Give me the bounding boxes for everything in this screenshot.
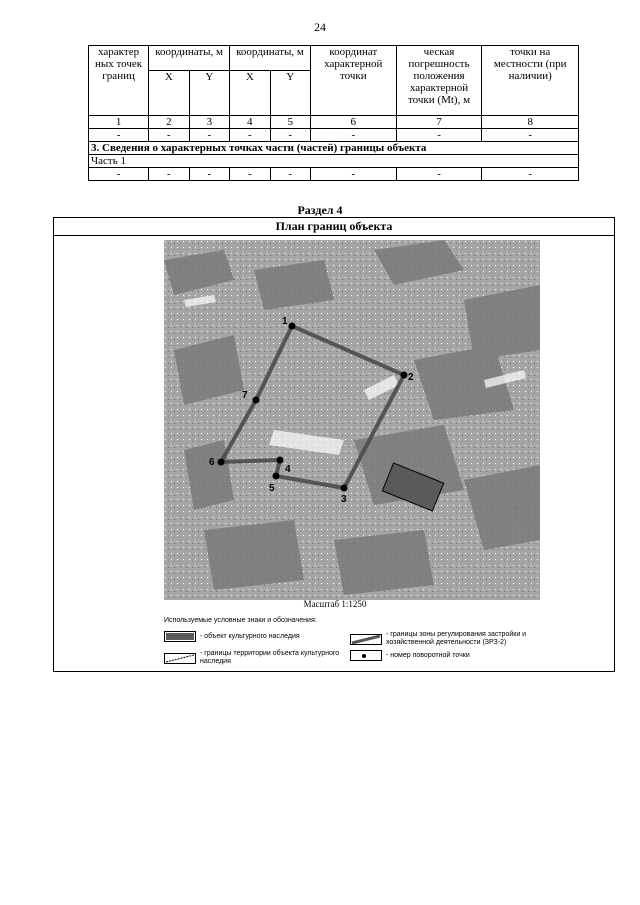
point-label: 1 <box>282 316 288 327</box>
table-cell: - <box>482 168 579 181</box>
header-cell: координаты, м <box>149 46 230 71</box>
point-label: 5 <box>269 483 275 494</box>
header-x: X <box>149 71 189 116</box>
point-label: 3 <box>341 494 347 505</box>
header-cell: ческая погрешность положения характерной точки (Mt), м <box>396 46 482 116</box>
point-label: 7 <box>242 390 248 401</box>
legend-item <box>350 631 536 647</box>
header-y: Y <box>270 71 310 116</box>
legend-item <box>350 650 470 661</box>
table-cell: - <box>89 129 149 142</box>
header-cell: координат характерной точки <box>310 46 396 116</box>
col-number: 7 <box>396 116 482 129</box>
legend-item-label: - объект культурного наследия <box>200 632 300 640</box>
table-cell: - <box>89 168 149 181</box>
col-number: 3 <box>189 116 229 129</box>
legend-item-label: - границы зоны регулирования застройки и хозяйственной деятельности (ЗРЗ-2) <box>386 631 527 646</box>
table-cell: - <box>189 129 229 142</box>
zone-boundary-symbol <box>350 634 382 645</box>
legend-title: Используемые условные знаки и обозначения: <box>164 617 317 624</box>
legend-item-label: - номер поворотной точки <box>386 651 470 659</box>
table-cell: - <box>310 129 396 142</box>
table-cell: - <box>270 129 310 142</box>
point-label: 2 <box>408 372 414 383</box>
header-cell: характер ных точек границ <box>89 46 149 116</box>
table-cell: - <box>149 168 189 181</box>
plan-title: План границ объекта <box>54 218 614 236</box>
col-number: 1 <box>89 116 149 129</box>
legend <box>164 617 540 671</box>
table-cell: - <box>270 168 310 181</box>
table-cell: - <box>149 129 189 142</box>
map-scale: Масштаб 1:1250 <box>303 599 367 609</box>
table-cell: - <box>189 168 229 181</box>
point-label: 4 <box>285 464 291 475</box>
legend-item <box>164 650 350 666</box>
col-number: 5 <box>270 116 310 129</box>
header-x: X <box>230 71 270 116</box>
section-title: Раздел 4 <box>297 203 343 217</box>
table-cell: - <box>230 129 270 142</box>
section3-title: 3. Сведения о характерных точках части (частей) границы объекта <box>89 142 579 155</box>
table-cell: - <box>230 168 270 181</box>
legend-item-label: - границы территории объекта культурного наследия <box>200 650 340 665</box>
header-y: Y <box>189 71 229 116</box>
legend-item <box>164 631 300 642</box>
table-cell: - <box>482 129 579 142</box>
heritage-object-symbol <box>164 631 196 642</box>
coordinates-table <box>88 45 579 181</box>
page-number: 24 <box>314 20 326 34</box>
col-number: 6 <box>310 116 396 129</box>
part-label: Часть 1 <box>89 155 579 168</box>
header-cell: точки на местности (при наличии) <box>482 46 579 116</box>
table-cell: - <box>396 168 482 181</box>
turning-point-symbol <box>350 650 382 661</box>
col-number: 4 <box>230 116 270 129</box>
col-number: 8 <box>482 116 579 129</box>
table-cell: - <box>310 168 396 181</box>
plan-box <box>53 217 615 672</box>
territory-boundary-symbol <box>164 653 196 664</box>
col-number: 2 <box>149 116 189 129</box>
boundary-map <box>164 240 540 600</box>
table-cell: - <box>396 129 482 142</box>
header-cell: координаты, м <box>230 46 311 71</box>
point-label: 6 <box>209 457 215 468</box>
